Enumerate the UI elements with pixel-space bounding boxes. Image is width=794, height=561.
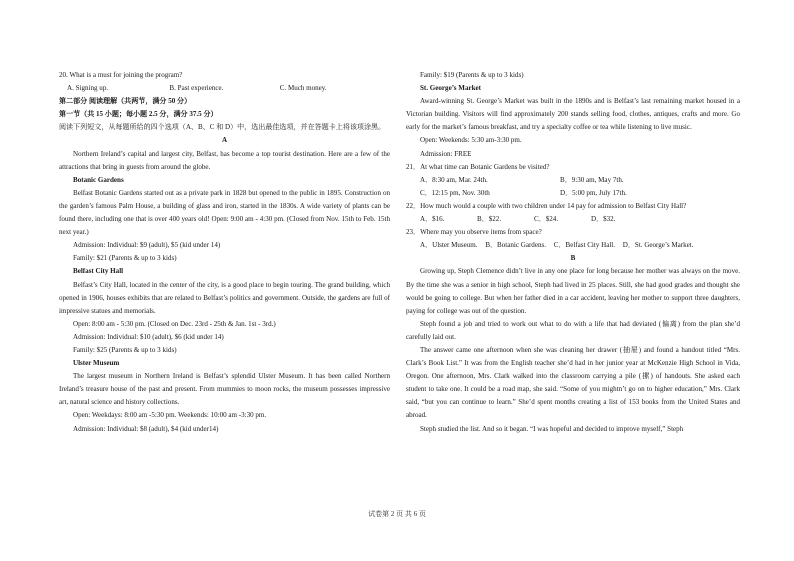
q20-option-b: B. Past experience. xyxy=(169,84,224,93)
botanic-title: Botanic Gardens xyxy=(73,175,124,184)
part2-heading: 第二部分 阅读理解（共两节，满分 50 分） xyxy=(59,97,192,106)
ulster-body: The largest museum in Northern Ireland is Belfast’s splendid Ulster Museum. It has been called Northern Ireland’s treasure house of the past and present. From mummies to moon rocks, the museum possesses impressive art, natural science and history collections. xyxy=(59,372,390,407)
left-column xyxy=(59,69,390,436)
q23-option-b: B．Botanic Gardens. xyxy=(485,241,546,250)
cityhall-admission: Admission: Individual: $10 (adult), $6 (kid under 14) xyxy=(73,332,224,341)
stgeorge-open: Open: Weekends: 5:30 am-3:30 pm. xyxy=(420,136,522,145)
ulster-admission: Admission: Individual: $8 (adult), $4 (kid under14) xyxy=(73,424,219,433)
q22-option-c: C．$24. xyxy=(534,215,559,224)
q21-options-row1 xyxy=(406,174,740,187)
q20-stem: 20. What is a must for joining the program? xyxy=(59,71,183,79)
passage-b-paragraph-1: Growing up, Steph Clemence didn’t live in any one place for long because her mother was always on the move. By the time she was a senior in high school, Steph had lived in 25 places. Still, she had good grades and thought she would be going to college. But when her father died in a car accident, leaving her mother to support three daughters, paying for college was out of the question. xyxy=(406,267,740,315)
stgeorge-title: St. George’s Market xyxy=(420,84,481,93)
q20-options xyxy=(59,82,390,95)
botanic-body: Belfast Botanic Gardens started out as a private park in 1828 but opened to the public in 1895. Construction on the garden’s famous Palm House, a building of glass and iron, started in the 1830s. A wide variety of plants can be found there, including one that is over 400 years old! Open: 9:00 am - 4:30 pm. (Closed from Nov. 15th to Feb. 15th next year.) xyxy=(59,188,390,237)
cityhall-title: Belfast City Hall xyxy=(73,267,124,276)
passage-b-paragraph-2: Steph found a job and tried to work out what to do with a life that had deviated (偏离) from the plan she’d carefully laid out. xyxy=(406,319,740,341)
q21-option-d: D．5:00 pm, July 17th. xyxy=(560,188,627,197)
section1-heading: 第一节（共 15 小题；每小题 2.5 分，满分 37.5 分） xyxy=(59,110,218,119)
passage-a-label: A xyxy=(221,136,228,145)
instructions: 阅读下列短文，从每题所给的四个选项（A、B、C 和 D）中，选出最佳选项，并在答题卡上将该项涂黑。 xyxy=(59,123,386,132)
q21-option-b: B．9:30 am, May 7th. xyxy=(560,175,624,184)
stgeorge-admission: Admission: FREE xyxy=(420,149,472,158)
passage-b-paragraph-4: Steph studied the list. And so it began. “I was hopeful and decided to improve myself,” Steph xyxy=(420,424,684,433)
q21-stem: 21．At what time can Botanic Gardens be visited? xyxy=(406,162,550,171)
page-footer: 试卷第 2 页 共 6 页 xyxy=(368,510,426,518)
q23-option-a: A．Ulster Museum. xyxy=(420,241,478,250)
ulster-family: Family: $19 (Parents & up to 3 kids) xyxy=(420,71,524,79)
right-column xyxy=(406,69,740,436)
ulster-open: Open: Weekdays: 8:00 am -5:30 pm. Weekends: 10:00 am -3:30 pm. xyxy=(73,411,267,420)
q22-option-b: B．$22. xyxy=(477,215,502,224)
cityhall-family: Family: $25 (Parents & up to 3 kids) xyxy=(73,345,177,354)
passage-b-label: B xyxy=(570,254,576,263)
q23-options xyxy=(406,239,740,252)
q23-stem: 23．Where may you observe items from space? xyxy=(406,228,542,237)
passage-b-paragraph-3: The answer came one afternoon when she was cleaning her drawer (抽屉) and found a handout titled “Mrs. Clark’s Book List.” It was from the English teacher she’d had in her junior year at McKenzie High School in Vida, Oregon. One afternoon, Mrs. Clark walked into the classroom carrying a pile (摞) of handouts. She asked each student to take one. It could be a road map, she said. “Some of you mightn’t go on to higher education,” Mrs. Clark said, “but you can continue to learn.” She’d spent months creating a list of 153 books from the United States and abroad. xyxy=(406,345,740,420)
passage-a-intro: Northern Ireland’s capital and largest city, Belfast, has become a top tourist destination. Here are a few of the attractions that bring in guests from around the globe. xyxy=(59,149,390,171)
q22-option-a: A．$16. xyxy=(420,215,445,224)
q20-option-a: A. Signing up. xyxy=(67,84,109,93)
q20-option-c: C. Much money. xyxy=(279,84,327,93)
q22-option-d: D．$32. xyxy=(591,215,616,224)
botanic-family: Family: $21 (Parents & up to 3 kids) xyxy=(73,254,177,263)
stgeorge-body: Award-winning St. George’s Market was built in the 1890s and is Belfast’s last remaining market housed in a Victorian building. Visitors will find approximately 200 stands selling food, clothes, antiques, crafts and more. Go early for the market’s famous breakfast, and try a specialty coffee or tea while listening to live music. xyxy=(406,97,740,132)
q22-options xyxy=(406,213,740,226)
cityhall-body: Belfast’s City Hall, located in the center of the city, is a good place to begin touring. The grand building, which opened in 1906, houses exhibits that are related to Belfast’s politics and government. Outside, the gardens are full of impressive statues and memorials. xyxy=(59,280,390,315)
q22-stem: 22．How much would a couple with two children under 14 pay for admission to Belfast City Hall? xyxy=(406,201,687,210)
cityhall-open: Open: 8:00 am - 5:30 pm. (Closed on Dec. 23rd - 25th & Jan. 1st - 3rd.) xyxy=(73,319,276,328)
q23-option-c: C．Belfast City Hall. xyxy=(553,241,616,250)
ulster-title: Ulster Museum xyxy=(73,359,120,368)
q23-option-d: D．St. George’s Market. xyxy=(622,241,694,250)
q21-option-c: C．12:15 pm, Nov. 30th xyxy=(420,188,490,197)
q21-options-row2 xyxy=(406,187,740,200)
botanic-admission: Admission: Individual: $9 (adult), $5 (kid under 14) xyxy=(73,241,221,250)
q21-option-a: A．8:30 am, Mar. 24th. xyxy=(420,175,488,184)
